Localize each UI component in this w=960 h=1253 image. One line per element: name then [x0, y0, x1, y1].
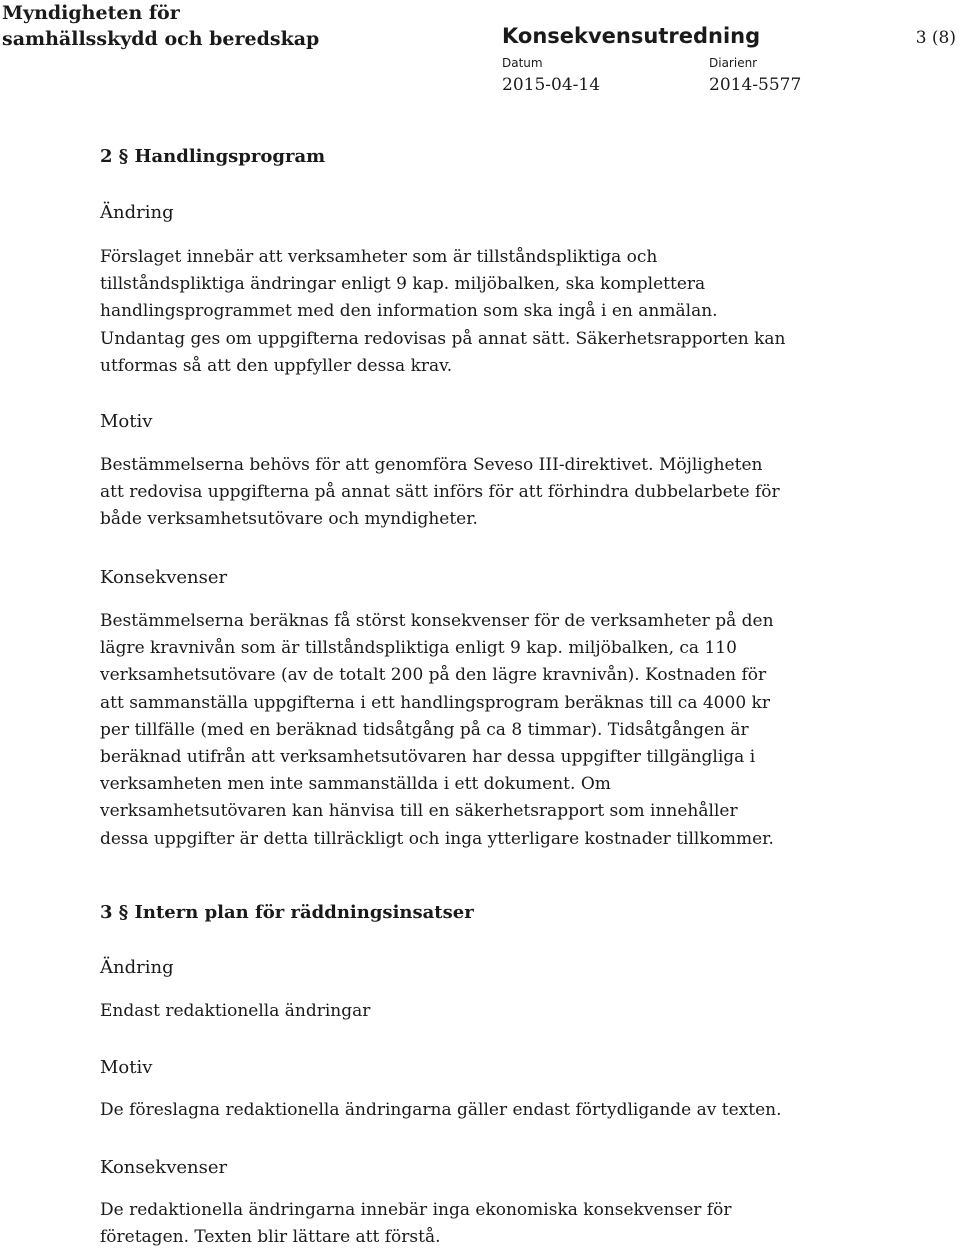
text-line: handlingsprogrammet med den information som ska ingå i en anmälan. — [100, 301, 718, 322]
text-line: dessa uppgifter är detta tillräckligt och inga ytterligare kostnader tillkommer. — [100, 828, 774, 849]
page-number: 3 (8) — [915, 28, 956, 48]
section-3-consequences-text — [100, 1197, 800, 1251]
section-2-motive-label: Motiv — [100, 411, 153, 432]
text-line: tillståndspliktiga ändringar enligt 9 kap. miljöbalken, ska komplettera — [100, 274, 706, 295]
section-3-consequences-label: Konsekvenser — [100, 1157, 228, 1178]
date-label: Datum — [502, 56, 543, 70]
text-line: beräknad utifrån att verksamhetsutövaren har dessa uppgifter tillgängliga i — [100, 747, 756, 768]
organization-name-line2: samhällsskydd och beredskap — [2, 28, 320, 50]
registration-number-value: 2014-5577 — [709, 75, 802, 95]
organization-name — [2, 0, 319, 52]
section-3-motive-label: Motiv — [100, 1057, 153, 1078]
section-2-consequences-text — [100, 608, 800, 853]
section-3-heading: 3 § Intern plan för räddningsinsatser — [100, 902, 474, 923]
section-2-heading: 2 § Handlingsprogram — [100, 146, 326, 167]
document-type: Konsekvensutredning — [502, 24, 761, 48]
text-line: verksamhetsutövare (av de totalt 200 på den lägre kravnivån). Kostnaden för — [100, 665, 767, 686]
text-line: Bestämmelserna behövs för att genomföra Seveso III-direktivet. Möjligheten — [100, 455, 763, 475]
registration-number-label: Diarienr — [709, 56, 758, 70]
text-line: Förslaget innebär att verksamheter som är tillståndspliktiga och — [100, 247, 658, 267]
section-3-motive-text — [100, 1097, 800, 1124]
text-line: Endast redaktionella ändringar — [100, 1001, 371, 1021]
date-value: 2015-04-14 — [502, 75, 601, 95]
section-2-change-label: Ändring — [100, 202, 174, 223]
text-line: både verksamhetsutövare och myndigheter. — [100, 509, 478, 530]
section-2-change-text — [100, 244, 800, 380]
section-2-consequences-label: Konsekvenser — [100, 567, 228, 588]
text-line: De redaktionella ändringarna innebär inga ekonomiska konsekvenser för — [100, 1200, 732, 1220]
section-3-change-text — [100, 998, 800, 1025]
text-line: De föreslagna redaktionella ändringarna gäller endast förtydligande av texten. — [100, 1100, 782, 1120]
text-line: utformas så att den uppfyller dessa krav. — [100, 355, 453, 376]
text-line: verksamheten men inte sammanställda i ett dokument. Om — [100, 774, 611, 795]
text-line: Undantag ges om uppgifterna redovisas på annat sätt. Säkerhetsrapporten kan — [100, 328, 786, 349]
text-line: företagen. Texten blir lättare att förstå. — [100, 1227, 441, 1248]
text-line: att redovisa uppgifterna på annat sätt införs för att förhindra dubbelarbete för — [100, 482, 780, 503]
text-line: att sammanställa uppgifterna i ett handlingsprogram beräknas till ca 4000 kr — [100, 692, 770, 713]
section-3-change-label: Ändring — [100, 957, 174, 978]
text-line: verksamhetsutövaren kan hänvisa till en säkerhetsrapport som innehåller — [100, 801, 738, 822]
section-2-motive-text — [100, 452, 800, 534]
text-line: lägre kravnivån som är tillståndspliktiga enligt 9 kap. miljöbalken, ca 110 — [100, 638, 737, 659]
page-header — [0, 0, 960, 110]
organization-name-line1: Myndigheten för — [2, 2, 180, 24]
text-line: Bestämmelserna beräknas få störst konsekvenser för de verksamheter på den — [100, 611, 774, 631]
text-line: per tillfälle (med en beräknad tidsåtgång på ca 8 timmar). Tidsåtgången är — [100, 719, 749, 740]
